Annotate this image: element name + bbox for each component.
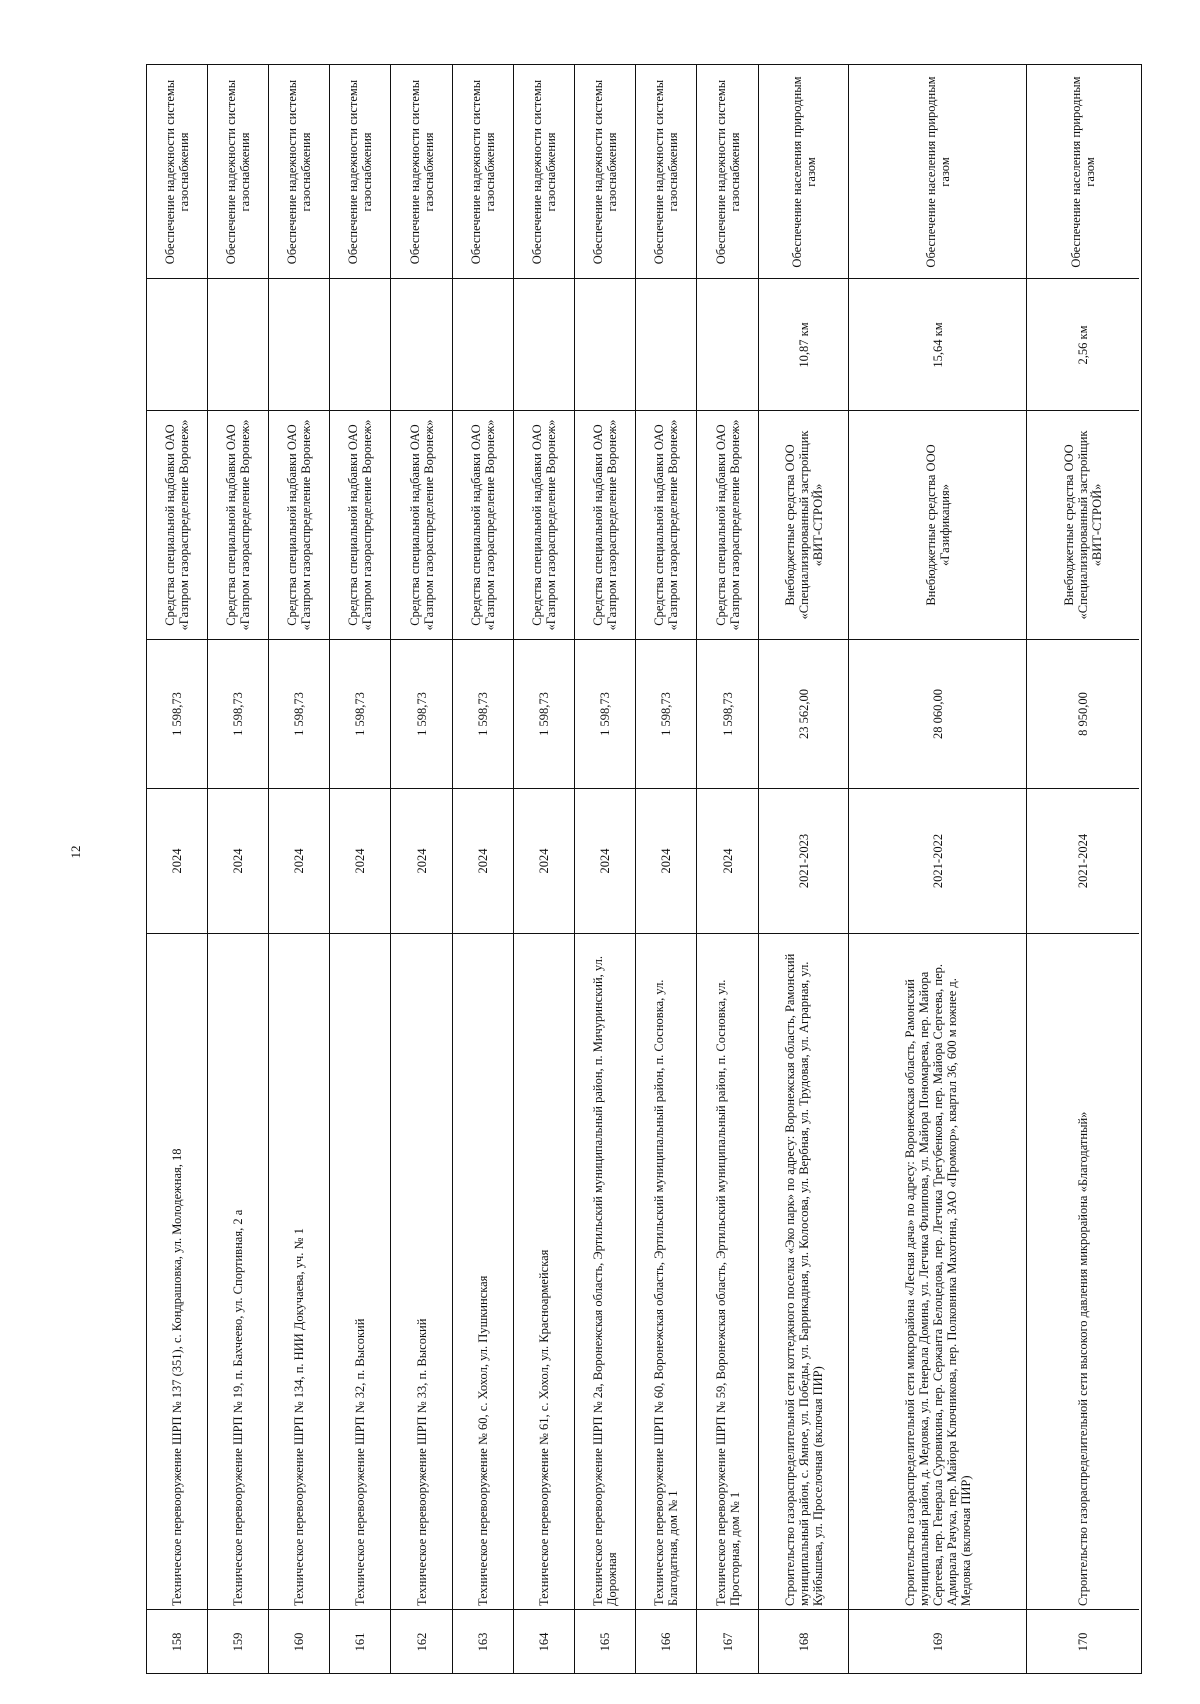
- table-row: [759, 65, 849, 1673]
- cell-text-num: 165: [598, 1632, 612, 1651]
- cell-description: [575, 934, 635, 1610]
- cell-text-amount: 1 598,73: [598, 692, 612, 736]
- cell-amount: [697, 640, 758, 789]
- cell-description: [147, 934, 207, 1610]
- cell-length: [1027, 279, 1139, 411]
- cell-text-period: 2021-2023: [796, 833, 811, 889]
- cell-text-source: Средства специальной надбавки ОАО «Газпром газораспределение Воронеж»: [346, 419, 374, 631]
- cell-amount: [849, 640, 1026, 789]
- cell-purpose: [147, 65, 207, 279]
- cell-text-length: 2,56 км: [1076, 325, 1090, 364]
- cell-text-amount: 1 598,73: [659, 692, 673, 736]
- cell-text-num: 158: [170, 1632, 184, 1651]
- cell-text-period: 2024: [353, 848, 367, 874]
- cell-text-amount: 1 598,73: [476, 692, 490, 736]
- cell-text-num: 164: [537, 1632, 551, 1651]
- cell-length: [849, 279, 1026, 411]
- cell-purpose: [269, 65, 329, 279]
- cell-length: [636, 279, 696, 411]
- cell-text-purpose: Обеспечение надежности системы газоснабжения: [652, 79, 680, 264]
- cell-purpose: [1027, 65, 1139, 279]
- cell-text-purpose: Обеспечение надежности системы газоснабжения: [591, 79, 619, 264]
- table-row: [391, 65, 453, 1673]
- cell-text-description: Техническое перевооружение ШРП № 60, Воронежская область, Эртильский муниципальный район, п. Сосновка, ул. Благодатная, дом № 1: [652, 979, 680, 1606]
- cell-period: [330, 789, 390, 934]
- table-row: [575, 65, 636, 1673]
- cell-num: [391, 1610, 452, 1673]
- cell-num: [147, 1610, 207, 1673]
- cell-text-description: Техническое перевооружение ШРП № 33, п. Высокий: [414, 1318, 429, 1606]
- cell-text-description: Техническое перевооружение ШРП № 2а, Воронежская область, Эртильский муниципальный район, п. Мичуринский, ул. Дорожная: [591, 955, 619, 1606]
- cell-amount: [636, 640, 696, 789]
- cell-num: [636, 1610, 696, 1673]
- cell-text-source: Средства специальной надбавки ОАО «Газпром газораспределение Воронеж»: [224, 419, 252, 631]
- cell-source: [849, 411, 1026, 640]
- cell-text-description: Техническое перевооружение ШРП № 137 (351), с. Кондрашовка, ул. Молодежная, 18: [170, 1148, 184, 1606]
- cell-length: [575, 279, 635, 411]
- cell-source: [636, 411, 696, 640]
- cell-purpose: [636, 65, 696, 279]
- cell-description: [697, 934, 758, 1610]
- cell-period: [759, 789, 848, 934]
- cell-purpose: [514, 65, 574, 279]
- cell-description: [849, 934, 1026, 1610]
- cell-text-source: Средства специальной надбавки ОАО «Газпром газораспределение Воронеж»: [591, 419, 619, 631]
- cell-amount: [391, 640, 452, 789]
- cell-text-source: Средства специальной надбавки ОАО «Газпром газораспределение Воронеж»: [163, 419, 191, 631]
- cell-amount: [575, 640, 635, 789]
- cell-period: [514, 789, 574, 934]
- cell-text-description: Техническое перевооружение № 61, с. Хохол, ул. Красноармейская: [537, 1249, 551, 1606]
- cell-text-source: Внебюджетные средства ООО «Специализированный застройщик «ВИТ-СТРОЙ»: [1062, 430, 1104, 620]
- cell-text-purpose: Обеспечение надежности системы газоснабжения: [469, 79, 497, 264]
- cell-text-num: 167: [720, 1632, 735, 1651]
- cell-period: [575, 789, 635, 934]
- cell-length: [697, 279, 758, 411]
- cell-text-period: 2021-2024: [1076, 833, 1090, 889]
- cell-length: [453, 279, 513, 411]
- cell-source: [330, 411, 390, 640]
- cell-text-source: Средства специальной надбавки ОАО «Газпром газораспределение Воронеж»: [530, 419, 558, 631]
- cell-text-source: Средства специальной надбавки ОАО «Газпром газораспределение Воронеж»: [713, 419, 742, 631]
- table-row: [636, 65, 697, 1673]
- cell-amount: [514, 640, 574, 789]
- cell-text-amount: 1 598,73: [170, 692, 184, 736]
- cell-description: [269, 934, 329, 1610]
- cell-text-purpose: Обеспечение населения природным газом: [789, 75, 818, 268]
- cell-period: [147, 789, 207, 934]
- cell-source: [147, 411, 207, 640]
- cell-text-description: Техническое перевооружение ШРП № 32, п. Высокий: [353, 1318, 367, 1606]
- cell-source: [697, 411, 758, 640]
- cell-purpose: [849, 65, 1026, 279]
- cell-text-num: 163: [476, 1632, 490, 1651]
- cell-amount: [330, 640, 390, 789]
- cell-num: [697, 1610, 758, 1673]
- cell-num: [330, 1610, 390, 1673]
- cell-text-amount: 8 950,00: [1076, 692, 1090, 736]
- cell-num: [1027, 1610, 1139, 1673]
- table-row: [849, 65, 1027, 1673]
- table-row: [208, 65, 269, 1673]
- cell-text-amount: 1 598,73: [353, 692, 367, 736]
- cell-length: [147, 279, 207, 411]
- cell-length: [759, 279, 848, 411]
- cell-amount: [147, 640, 207, 789]
- cell-text-period: 2024: [659, 848, 673, 874]
- table-row: [330, 65, 391, 1673]
- cell-text-num: 168: [796, 1632, 811, 1651]
- cell-source: [575, 411, 635, 640]
- page-number: 12: [68, 845, 83, 859]
- cell-text-period: 2024: [537, 848, 551, 874]
- cell-purpose: [697, 65, 758, 279]
- cell-text-purpose: Обеспечение населения природным газом: [1069, 75, 1097, 268]
- cell-text-purpose: Обеспечение надежности системы газоснабжения: [407, 79, 436, 264]
- cell-source: [453, 411, 513, 640]
- cell-period: [269, 789, 329, 934]
- cell-text-period: 2024: [414, 848, 429, 874]
- table-row: [269, 65, 330, 1673]
- cell-text-num: 169: [930, 1632, 945, 1651]
- cell-description: [391, 934, 452, 1610]
- cell-num: [759, 1610, 848, 1673]
- cell-period: [391, 789, 452, 934]
- table-row: [453, 65, 514, 1673]
- cell-num: [575, 1610, 635, 1673]
- cell-text-description: Техническое перевооружение ШРП № 19, п. Бахчеево, ул. Спортивная, 2 а: [231, 1209, 245, 1606]
- cell-period: [453, 789, 513, 934]
- cell-text-description: Строительство газораспределительной сети коттеджного поселка «Эко парк» по адресу: Воронежская область, Рамонский муниципальный район, с. Ямное, ул. Победы, ул. Баррикадная, ул. Колосова, ул. Вербная, ул. Трудовая, ул. Аграрная, ул. Куйбышева, ул. Проселочная (включая ПИР): [782, 953, 825, 1606]
- cell-period: [697, 789, 758, 934]
- cell-description: [453, 934, 513, 1610]
- cell-text-purpose: Обеспечение населения природным газом: [923, 75, 952, 268]
- cell-text-purpose: Обеспечение надежности системы газоснабжения: [346, 79, 374, 264]
- table-row: [514, 65, 575, 1673]
- cell-amount: [453, 640, 513, 789]
- cell-description: [636, 934, 696, 1610]
- cell-text-source: Средства специальной надбавки ОАО «Газпром газораспределение Воронеж»: [652, 419, 680, 631]
- cell-description: [514, 934, 574, 1610]
- cell-purpose: [759, 65, 848, 279]
- cell-text-purpose: Обеспечение надежности системы газоснабжения: [163, 79, 191, 264]
- cell-source: [208, 411, 268, 640]
- cell-period: [208, 789, 268, 934]
- cell-purpose: [391, 65, 452, 279]
- cell-source: [759, 411, 848, 640]
- table-row: [697, 65, 759, 1673]
- cell-text-amount: 1 598,73: [292, 692, 306, 736]
- cell-text-num: 161: [353, 1632, 367, 1651]
- cell-text-source: Внебюджетные средства ООО «Газификация»: [923, 444, 952, 606]
- cell-source: [1027, 411, 1139, 640]
- cell-length: [514, 279, 574, 411]
- cell-length: [208, 279, 268, 411]
- cell-text-amount: 23 562,00: [796, 689, 811, 739]
- cell-period: [849, 789, 1026, 934]
- cell-length: [330, 279, 390, 411]
- cell-text-period: 2024: [170, 848, 184, 874]
- cell-text-period: 2024: [598, 848, 612, 874]
- cell-text-length: 10,87 км: [796, 321, 811, 368]
- cell-text-source: Средства специальной надбавки ОАО «Газпром газораспределение Воронеж»: [407, 419, 436, 631]
- cell-amount: [1027, 640, 1139, 789]
- cell-text-purpose: Обеспечение надежности системы газоснабжения: [285, 79, 313, 264]
- cell-text-period: 2024: [292, 848, 306, 874]
- cell-description: [759, 934, 848, 1610]
- cell-description: [330, 934, 390, 1610]
- cell-text-period: 2024: [720, 848, 735, 874]
- cell-text-purpose: Обеспечение надежности системы газоснабжения: [713, 79, 742, 264]
- cell-period: [636, 789, 696, 934]
- data-table: [146, 64, 1142, 1674]
- cell-text-amount: 1 598,73: [414, 692, 429, 736]
- cell-num: [514, 1610, 574, 1673]
- cell-purpose: [208, 65, 268, 279]
- cell-source: [514, 411, 574, 640]
- cell-num: [269, 1610, 329, 1673]
- cell-purpose: [330, 65, 390, 279]
- cell-source: [269, 411, 329, 640]
- cell-length: [391, 279, 452, 411]
- cell-amount: [269, 640, 329, 789]
- cell-text-num: 162: [414, 1632, 429, 1651]
- cell-num: [849, 1610, 1026, 1673]
- cell-text-source: Внебюджетные средства ООО «Специализированный застройщик «ВИТ-СТРОЙ»: [782, 430, 825, 620]
- cell-text-num: 159: [231, 1632, 245, 1651]
- table-row: [147, 65, 208, 1673]
- cell-text-num: 170: [1076, 1632, 1090, 1651]
- cell-source: [391, 411, 452, 640]
- cell-num: [208, 1610, 268, 1673]
- cell-text-amount: 1 598,73: [537, 692, 551, 736]
- cell-purpose: [575, 65, 635, 279]
- cell-num: [453, 1610, 513, 1673]
- cell-description: [1027, 934, 1139, 1610]
- cell-text-description: Техническое перевооружение ШРП № 59, Воронежская область, Эртильский муниципальный район, п. Сосновка, ул. Просторная, дом № 1: [713, 979, 742, 1606]
- cell-amount: [759, 640, 848, 789]
- cell-text-period: 2021-2022: [930, 833, 945, 889]
- cell-text-period: 2024: [231, 848, 245, 874]
- cell-text-description: Строительство газораспределительной сети микрорайона «Лесная дача» по адресу: Воронежская область, Рамонский муниципальный район, д. Медовка, ул. Генерала Домина, ул. Летчика Филипова, ул. Майора Пономарева, пер. Майора Сергеева, пер. Генерала Суровикина, пер. Сержанта Белоцедова, пер. Летчика Трегубенкова, пер. Майора Сергеева, пер. Адмирала Рачука, пер. Майора Ключникова, пер. Полковника Махотина, ЗАО «Промкор», квартал 36, 600 м южнее д. Медовка (включая ПИР): [902, 963, 973, 1606]
- cell-length: [269, 279, 329, 411]
- cell-text-num: 160: [292, 1632, 306, 1651]
- cell-amount: [208, 640, 268, 789]
- cell-text-amount: 1 598,73: [720, 692, 735, 736]
- cell-text-amount: 28 060,00: [930, 689, 945, 739]
- cell-text-num: 166: [659, 1632, 673, 1651]
- cell-text-description: Строительство газораспределительной сети высокого давления микрорайона «Благодатный»: [1076, 1111, 1090, 1606]
- cell-text-amount: 1 598,73: [231, 692, 245, 736]
- cell-text-source: Средства специальной надбавки ОАО «Газпром газораспределение Воронеж»: [469, 419, 497, 631]
- cell-purpose: [453, 65, 513, 279]
- cell-text-purpose: Обеспечение надежности системы газоснабжения: [530, 79, 558, 264]
- cell-description: [208, 934, 268, 1610]
- cell-text-period: 2024: [476, 848, 490, 874]
- cell-period: [1027, 789, 1139, 934]
- cell-text-purpose: Обеспечение надежности системы газоснабжения: [224, 79, 252, 264]
- cell-text-description: Техническое перевооружение № 60, с. Хохол, ул. Пушкинская: [476, 1275, 490, 1606]
- cell-text-length: 15,64 км: [930, 321, 945, 368]
- cell-text-source: Средства специальной надбавки ОАО «Газпром газораспределение Воронеж»: [285, 419, 313, 631]
- cell-text-description: Техническое перевооружение ШРП № 134, п. НИИ Докучаева, уч. № 1: [292, 1227, 306, 1606]
- table-row: [1027, 65, 1139, 1673]
